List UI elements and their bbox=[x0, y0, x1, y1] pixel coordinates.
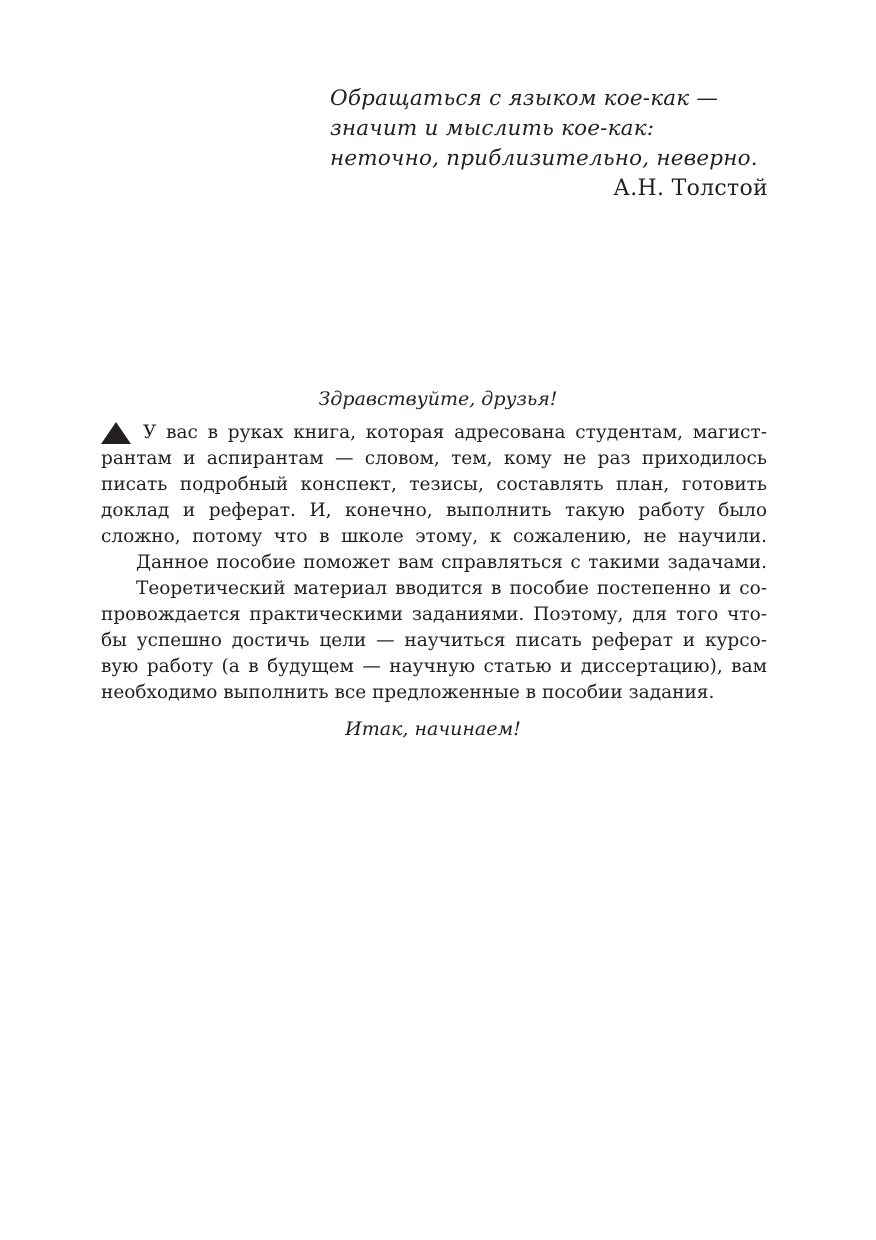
paragraph-line: сложно, потому что в школе этому, к сожалению, не научили. bbox=[101, 526, 767, 547]
paragraph-line: У вас в руках книга, которая адресована студентам, магист- bbox=[143, 422, 767, 443]
greeting-heading: Здравствуйте, друзья! bbox=[318, 388, 558, 410]
paragraph-line: писать подробный конспект, тезисы, составлять план, готовить bbox=[101, 474, 767, 495]
epigraph-line: неточно, приблизительно, неверно. bbox=[330, 146, 758, 171]
paragraph-line: Теоретический материал вводится в пособие постепенно и со- bbox=[136, 578, 767, 599]
paragraph-line: рантам и аспирантам — словом, тем, кому не раз приходилось bbox=[101, 448, 767, 469]
paragraph-line: бы успешно достичь цели — научиться писать реферат и курсо- bbox=[101, 630, 767, 651]
paragraph-line: необходимо выполнить все предложенные в пособии задания. bbox=[101, 682, 715, 703]
epigraph-author: А.Н. Толстой bbox=[613, 176, 768, 201]
epigraph-line: Обращаться с языком кое-как — bbox=[330, 86, 719, 111]
epigraph-line: значит и мыслить кое-как: bbox=[330, 116, 655, 141]
paragraph-line: доклад и реферат. И, конечно, выполнить такую работу было bbox=[101, 500, 767, 521]
paragraph-1-first-line bbox=[101, 420, 767, 446]
paragraph-line: вую работу (а в будущем — научную статью и диссертацию), вам bbox=[101, 656, 767, 677]
paragraph-line: Данное пособие поможет вам справляться с такими задачами. bbox=[136, 552, 767, 573]
paragraph-line: провождается практическими заданиями. Поэтому, для того что- bbox=[101, 604, 767, 625]
triangle-marker-icon bbox=[101, 422, 131, 444]
intro-text bbox=[101, 420, 767, 706]
epigraph-quote bbox=[330, 84, 770, 174]
closing-line: Итак, начинаем! bbox=[345, 718, 521, 740]
